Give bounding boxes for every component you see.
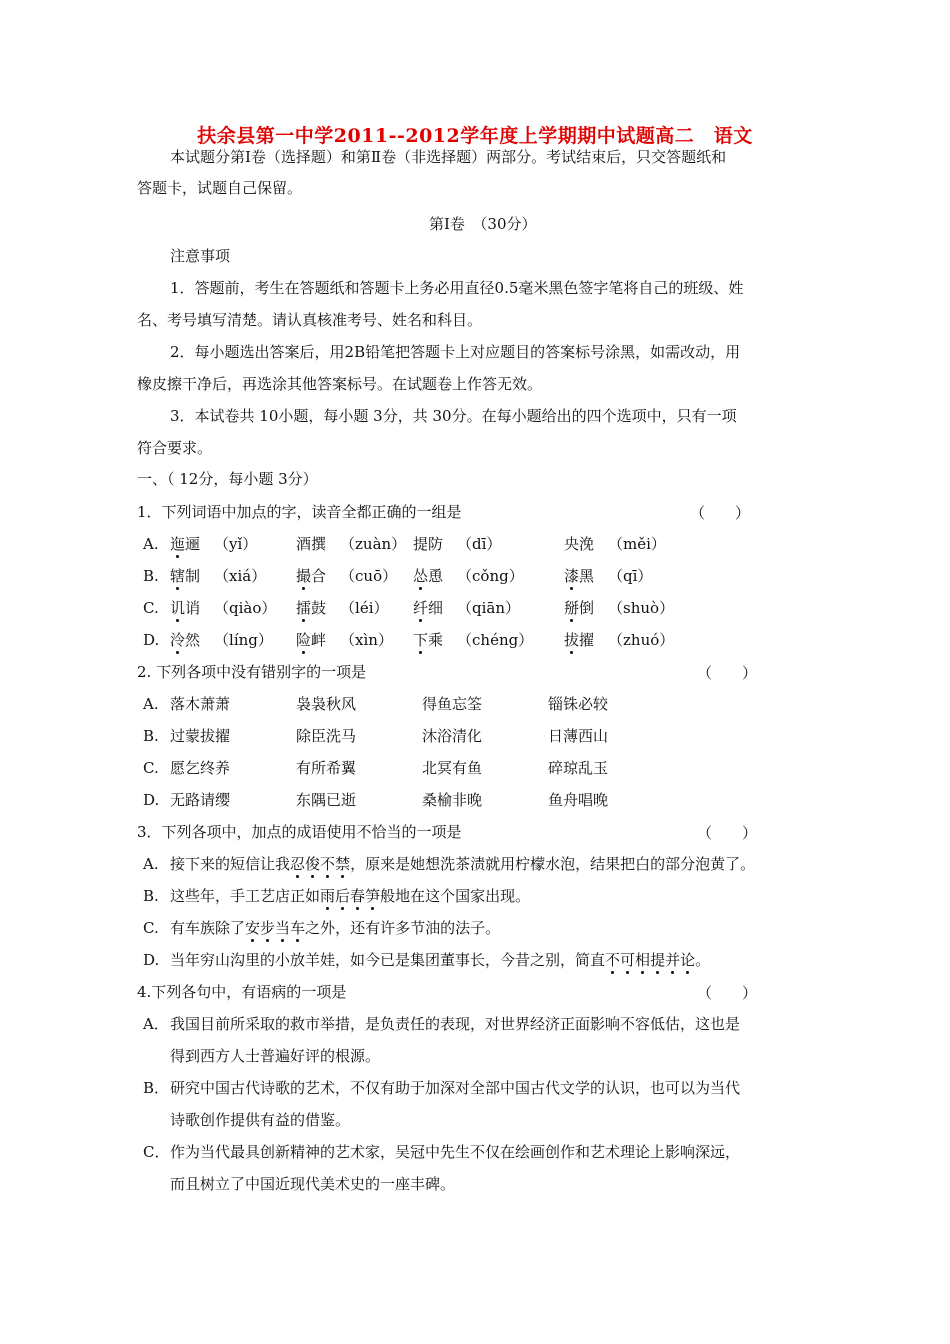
word-rest: 央浼 bbox=[564, 535, 595, 553]
dotted-char: 雨 bbox=[320, 887, 336, 905]
q1-stem: 1．下列词语中加点的字，读音全都正确的一组是 bbox=[137, 503, 462, 521]
q1-option-label: B. bbox=[143, 567, 159, 585]
text-before-idiom: 这些年，手工艺店正如 bbox=[170, 887, 321, 905]
q2-option-item: 落木萧萧 bbox=[170, 695, 231, 713]
q4-option-label: C． bbox=[143, 1143, 170, 1161]
pinyin: （chéng） bbox=[457, 631, 534, 649]
note-2-line-2: 橡皮擦干净后，再选涂其他答案标号。在试题卷上作答无效。 bbox=[137, 375, 543, 393]
q4-option-line: 作为当代最具创新精神的艺术家，吴冠中先生不仅在绘画创作和艺术理论上影响深远， bbox=[170, 1143, 741, 1161]
q2-option-label: B. bbox=[143, 727, 159, 745]
q2-option-item: 北冥有鱼 bbox=[422, 759, 483, 777]
pinyin: （zuàn） bbox=[340, 535, 407, 553]
part1-heading: 第Ⅰ卷 （30分） bbox=[429, 215, 537, 233]
q2-option-item: 得鱼忘筌 bbox=[422, 695, 483, 713]
pinyin: （cuō） bbox=[340, 567, 398, 585]
dotted-char: 不 bbox=[605, 951, 621, 969]
dotted-char: 忍 bbox=[290, 855, 306, 873]
q1-option-item bbox=[170, 598, 276, 618]
dotted-char: 迤 bbox=[170, 535, 186, 553]
q1-option-item bbox=[170, 630, 273, 650]
dotted-idiom bbox=[290, 855, 350, 873]
dotted-char: 险 bbox=[296, 631, 312, 649]
q2-option-item: 碎琼乱玉 bbox=[548, 759, 609, 777]
text-before-idiom: 接下来的短信让我 bbox=[170, 855, 291, 873]
dotted-char: 并 bbox=[665, 951, 681, 969]
word-rest: 制 bbox=[185, 567, 201, 585]
q4-option-line: 而且树立了中国近现代美术史的一座丰碑。 bbox=[170, 1175, 456, 1193]
q3-option-text bbox=[170, 918, 500, 938]
notes-heading: 注意事项 bbox=[170, 247, 231, 265]
note-1-line-2: 名、考号填写清楚。请认真核准考号、姓名和科目。 bbox=[137, 311, 483, 329]
q1-option-label: A. bbox=[143, 535, 159, 553]
word-rest: 鼓 bbox=[311, 599, 327, 617]
dotted-char: 泠 bbox=[170, 631, 186, 649]
q1-option-item bbox=[170, 566, 266, 586]
word-rest: 酒撰 bbox=[296, 535, 327, 553]
q4-answer-paren: （ ） bbox=[697, 984, 758, 1002]
word-rest: 恿 bbox=[428, 567, 444, 585]
q3-option-text bbox=[170, 886, 530, 906]
q1-option-item bbox=[413, 630, 533, 650]
dotted-char: 撮 bbox=[296, 567, 312, 585]
pinyin: （cǒng） bbox=[457, 567, 524, 585]
q2-option-label: C. bbox=[143, 759, 159, 777]
q3-stem: 3．下列各项中，加点的成语使用不恰当的一项是 bbox=[137, 823, 462, 841]
q2-option-item: 鱼舟唱晚 bbox=[548, 791, 609, 809]
word-rest: 乘 bbox=[428, 631, 444, 649]
q1-option-item bbox=[564, 566, 652, 586]
q3-option-label: B. bbox=[143, 887, 159, 905]
dotted-char: 提 bbox=[650, 951, 666, 969]
q3-option-text bbox=[170, 950, 710, 970]
dotted-char: 漆 bbox=[564, 567, 580, 585]
q2-option-item: 锱铢必较 bbox=[548, 695, 609, 713]
dotted-char: 春 bbox=[350, 887, 366, 905]
q1-answer-paren: （ ） bbox=[690, 504, 751, 522]
q3-option-label: D. bbox=[143, 951, 160, 969]
pinyin: （qiān） bbox=[457, 599, 521, 617]
q1-option-item bbox=[296, 630, 393, 650]
word-rest: 衅 bbox=[311, 631, 327, 649]
dotted-char: 车 bbox=[290, 919, 306, 937]
q1-option-item bbox=[296, 566, 397, 586]
dotted-char: 禁 bbox=[335, 855, 351, 873]
section-1-heading: 一、（ 12分，每小题 3分） bbox=[137, 470, 318, 488]
dotted-idiom bbox=[320, 887, 380, 905]
q2-option-item: 日薄西山 bbox=[548, 727, 609, 745]
q2-option-item: 愿乞终养 bbox=[170, 759, 231, 777]
pinyin: （měi） bbox=[608, 535, 666, 553]
text-after-idiom: ，原来是她想洗茶渍就用柠檬水泡，结果把白的部分泡黄了。 bbox=[350, 855, 756, 873]
q4-option-line: 得到西方人士普遍好评的根源。 bbox=[170, 1047, 381, 1065]
q1-option-label: C. bbox=[143, 599, 159, 617]
q4-option-line: 我国目前所采取的救市举措，是负责任的表现，对世界经济正面影响不容低估，这也是 bbox=[170, 1015, 741, 1033]
q2-option-label: A. bbox=[143, 695, 159, 713]
text-before-idiom: 当年穷山沟里的小放羊娃，如今已是集团董事长，今昔之别，简直 bbox=[170, 951, 606, 969]
q1-option-item bbox=[170, 534, 257, 554]
word-rest: 合 bbox=[311, 567, 327, 585]
q1-option-item bbox=[564, 630, 674, 650]
note-2-line-1: 2．每小题选出答案后，用2B铅笔把答题卡上对应题目的答案标号涂黑，如需改动，用 bbox=[170, 343, 741, 361]
dotted-char: 怂 bbox=[413, 567, 429, 585]
intro-line-1: 本试题分第Ⅰ卷（选择题）和第Ⅱ卷（非选择题）两部分。考试结束后，只交答题纸和 bbox=[170, 148, 727, 166]
q2-option-label: D. bbox=[143, 791, 160, 809]
intro-line-2: 答题卡，试题自己保留。 bbox=[137, 179, 303, 197]
word-rest: 擢 bbox=[579, 631, 595, 649]
word-rest: 细 bbox=[428, 599, 444, 617]
dotted-idiom bbox=[245, 919, 305, 937]
word-rest: 诮 bbox=[185, 599, 201, 617]
dotted-idiom bbox=[605, 951, 695, 969]
text-before-idiom: 有车族除了 bbox=[170, 919, 246, 937]
word-rest: 逦 bbox=[185, 535, 201, 553]
q3-option-label: A. bbox=[143, 855, 159, 873]
pinyin: （xiá） bbox=[214, 567, 267, 585]
q1-option-item bbox=[413, 566, 524, 586]
q4-stem: 4.下列各句中，有语病的一项是 bbox=[137, 983, 347, 1001]
q3-answer-paren: （ ） bbox=[697, 824, 758, 842]
dotted-char: 后 bbox=[335, 887, 351, 905]
dotted-char: 可 bbox=[620, 951, 636, 969]
q2-option-item: 袅袅秋风 bbox=[296, 695, 357, 713]
q1-option-item bbox=[413, 534, 501, 554]
dotted-char: 安 bbox=[245, 919, 261, 937]
q4-option-label: B． bbox=[143, 1079, 170, 1097]
word-rest: 黑 bbox=[579, 567, 595, 585]
q1-option-item bbox=[564, 598, 674, 618]
text-after-idiom: 般地在这个国家出现。 bbox=[380, 887, 531, 905]
dotted-char: 笋 bbox=[365, 887, 381, 905]
word-rest: 提防 bbox=[413, 535, 444, 553]
pinyin: （zhuó） bbox=[608, 631, 675, 649]
pinyin: （shuò） bbox=[608, 599, 675, 617]
dotted-char: 步 bbox=[260, 919, 276, 937]
dotted-char: 相 bbox=[635, 951, 651, 969]
q2-option-item: 无路请缨 bbox=[170, 791, 231, 809]
dotted-char: 不 bbox=[320, 855, 336, 873]
q2-option-item: 沐浴清化 bbox=[422, 727, 483, 745]
dotted-char: 下 bbox=[413, 631, 429, 649]
pinyin: （líng） bbox=[214, 631, 273, 649]
pinyin: （léi） bbox=[340, 599, 389, 617]
text-after-idiom: 之外，还有许多节油的法子。 bbox=[305, 919, 501, 937]
exam-title: 扶余县第一中学2011--2012学年度上学期期中试题高二 语文 bbox=[197, 125, 753, 147]
q2-option-item: 过蒙拔擢 bbox=[170, 727, 231, 745]
q1-option-item bbox=[564, 534, 666, 554]
dotted-char: 掰 bbox=[564, 599, 580, 617]
q1-option-item bbox=[413, 598, 520, 618]
q4-option-line: 诗歌创作提供有益的借鉴。 bbox=[170, 1111, 351, 1129]
dotted-char: 擂 bbox=[296, 599, 312, 617]
dotted-char: 辖 bbox=[170, 567, 186, 585]
dotted-char: 论 bbox=[680, 951, 696, 969]
q3-option-text bbox=[170, 854, 755, 874]
word-rest: 倒 bbox=[579, 599, 595, 617]
pinyin: （dī） bbox=[457, 535, 502, 553]
dotted-char: 拔 bbox=[564, 631, 580, 649]
note-3-line-2: 符合要求。 bbox=[137, 439, 213, 457]
q2-option-item: 桑榆非晚 bbox=[422, 791, 483, 809]
dotted-char: 当 bbox=[275, 919, 291, 937]
q1-option-label: D. bbox=[143, 631, 160, 649]
pinyin: （xìn） bbox=[340, 631, 393, 649]
note-1-line-1: 1．答题前，考生在答题纸和答题卡上务必用直径0.5毫米黑色签字笔将自己的班级、姓 bbox=[170, 279, 744, 297]
q1-option-item bbox=[296, 534, 406, 554]
dotted-char: 讥 bbox=[170, 599, 186, 617]
pinyin: （yǐ） bbox=[214, 535, 258, 553]
q2-option-item: 有所希翼 bbox=[296, 759, 357, 777]
q2-option-item: 除臣洗马 bbox=[296, 727, 357, 745]
dotted-char: 纤 bbox=[413, 599, 429, 617]
text-after-idiom: 。 bbox=[695, 951, 711, 969]
pinyin: （qiào） bbox=[214, 599, 277, 617]
q4-option-label: A． bbox=[143, 1015, 169, 1033]
q2-stem: 2. 下列各项中没有错别字的一项是 bbox=[137, 663, 367, 681]
q3-option-label: C. bbox=[143, 919, 159, 937]
word-rest: 然 bbox=[185, 631, 201, 649]
dotted-char: 俊 bbox=[305, 855, 321, 873]
q1-option-item bbox=[296, 598, 389, 618]
pinyin: （qī） bbox=[608, 567, 653, 585]
q2-answer-paren: （ ） bbox=[697, 664, 758, 682]
q4-option-line: 研究中国古代诗歌的艺术，不仅有助于加深对全部中国古代文学的认识，也可以为当代 bbox=[170, 1079, 741, 1097]
q2-option-item: 东隅已逝 bbox=[296, 791, 357, 809]
note-3-line-1: 3．本试卷共 10小题，每小题 3分，共 30分。在每小题给出的四个选项中，只有一项 bbox=[170, 407, 737, 425]
